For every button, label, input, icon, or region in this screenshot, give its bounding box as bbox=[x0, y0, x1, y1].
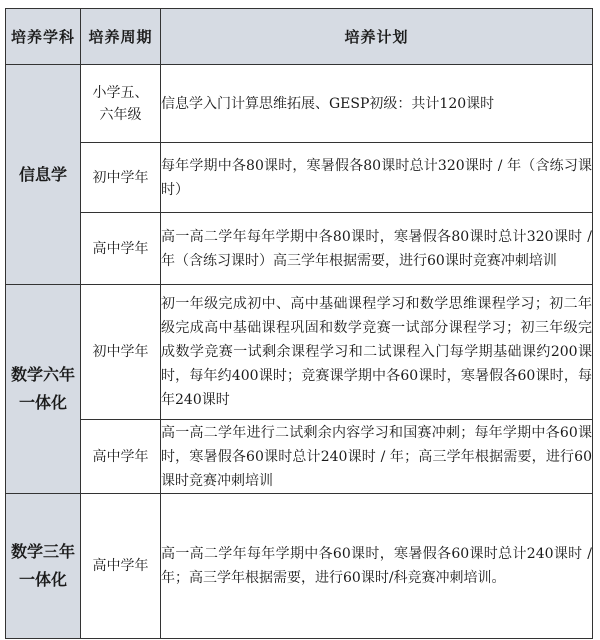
table-row bbox=[6, 285, 593, 420]
subject-cell-math-six-year bbox=[6, 285, 81, 494]
header-row bbox=[6, 9, 593, 65]
training-plan-table bbox=[5, 8, 593, 639]
plan-cell: 高一高二学年每年学期中各80课时，寒暑假各80课时总计320课时 / 年（含练习课时）高三学年根据需要，进行60课时竞赛冲刺培训 bbox=[161, 213, 593, 285]
subject-label: 数学六年 bbox=[10, 365, 75, 384]
subject-label: 信息学 bbox=[18, 164, 67, 184]
period-cell: 高中学年 bbox=[81, 494, 161, 639]
period-cell: 高中学年 bbox=[81, 213, 161, 285]
table-row bbox=[6, 143, 593, 213]
period-cell: 初中学年 bbox=[81, 285, 161, 420]
header-plan: 培养计划 bbox=[161, 9, 593, 65]
plan-cell: 每年学期中各80课时，寒暑假各80课时总计320课时 / 年（含练习课时） bbox=[161, 143, 593, 213]
table-row bbox=[6, 65, 593, 143]
header-subject: 培养学科 bbox=[6, 9, 81, 65]
table-row bbox=[6, 213, 593, 285]
period-cell: 高中学年 bbox=[81, 420, 161, 494]
subject-cell-informatics bbox=[6, 65, 81, 285]
plan-cell: 信息学入门计算思维拓展、GESP初级：共计120课时 bbox=[161, 65, 593, 143]
table-row bbox=[6, 494, 593, 639]
period-cell: 小学五、六年级 bbox=[81, 65, 161, 143]
period-cell: 初中学年 bbox=[81, 143, 161, 213]
subject-label: 数学三年 bbox=[10, 542, 75, 561]
header-period: 培养周期 bbox=[81, 9, 161, 65]
plan-cell: 高一高二学年每年学期中各60课时，寒暑假各60课时总计240课时 / 年；高三学年根据需要，进行60课时/科竞赛冲刺培训。 bbox=[161, 494, 593, 639]
subject-cell-math-three-year bbox=[6, 494, 81, 639]
subject-label: 一体化 bbox=[18, 393, 67, 412]
plan-cell: 初一年级完成初中、高中基础课程学习和数学思维课程学习；初二年级完成高中基础课程巩固和数学竞赛一试部分课程学习；初三年级完成数学竞赛一试剩余课程学习和二试课程入门每学期基础课约200课时，每年约400课时；竞赛课学期中各60课时，寒暑假各60课时，每年240课时 bbox=[161, 285, 593, 420]
plan-cell: 高一高二学年进行二试剩余内容学习和国赛冲刺；每年学期中各60课时，寒暑假各60课时总计240课时 / 年；高三学年根据需要，进行60课时竞赛冲刺培训 bbox=[161, 420, 593, 494]
subject-label: 一体化 bbox=[18, 570, 67, 589]
table-row bbox=[6, 420, 593, 494]
